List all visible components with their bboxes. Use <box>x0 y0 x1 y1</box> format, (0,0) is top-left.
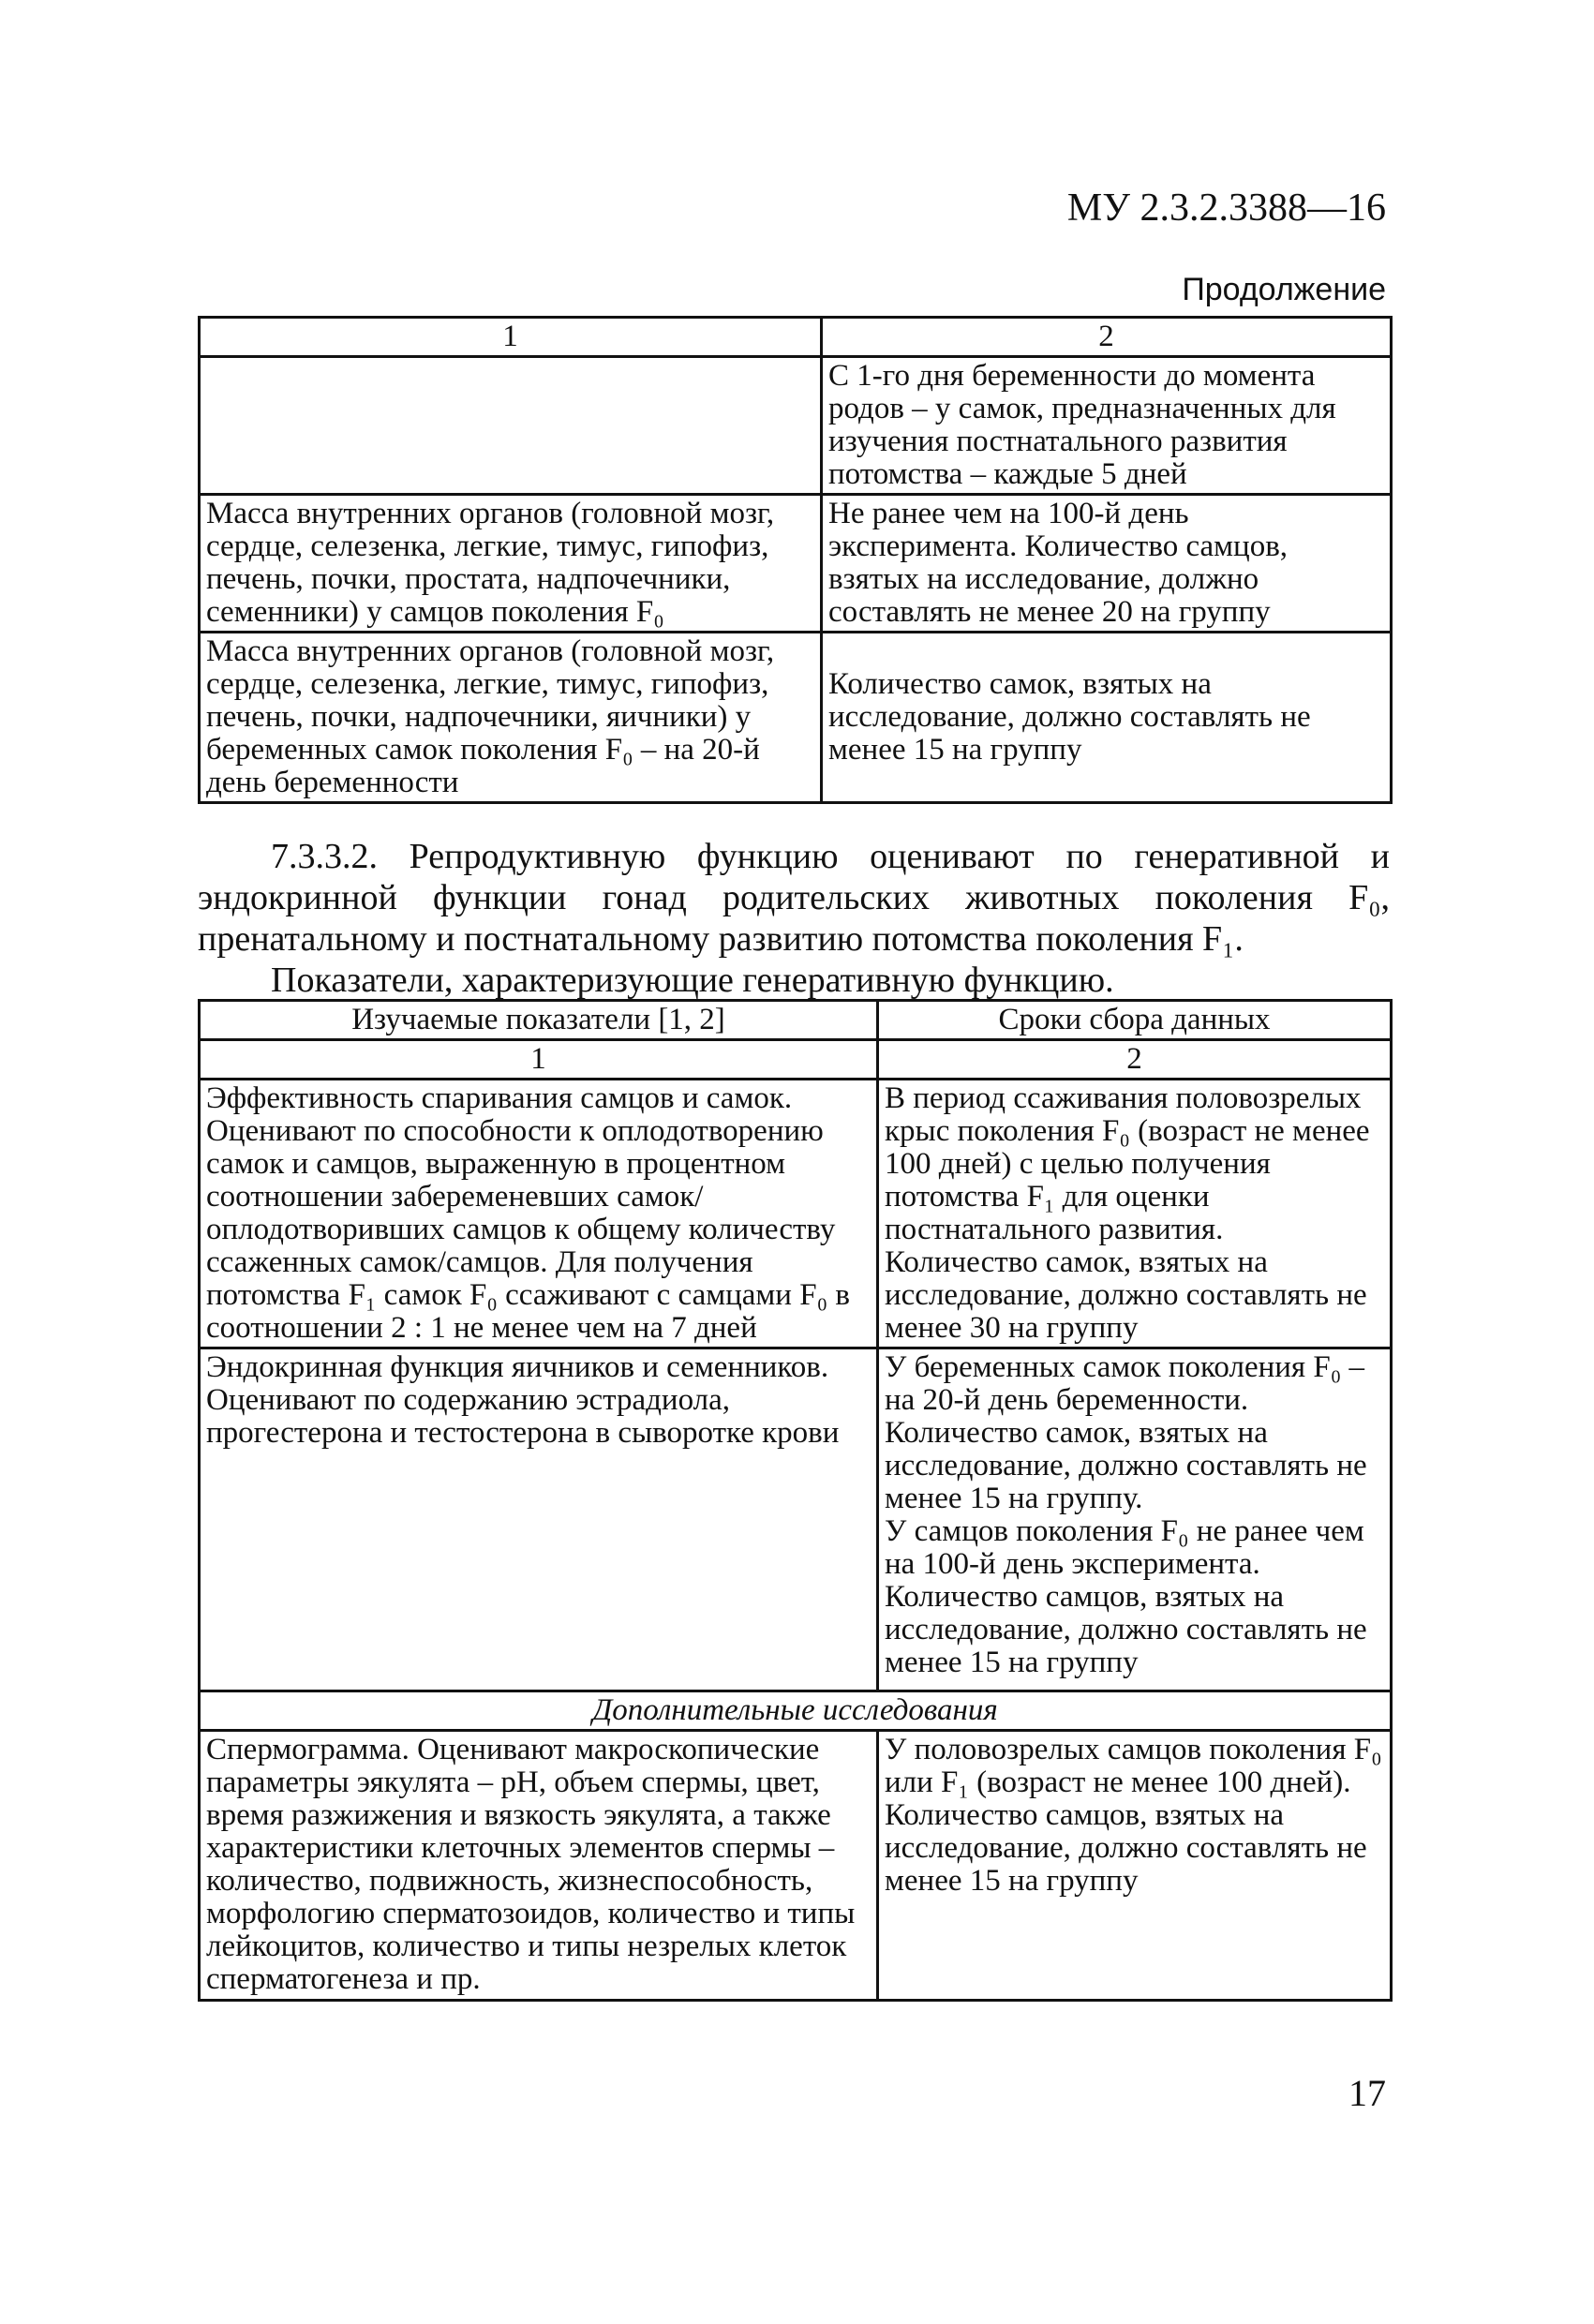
column-number-row <box>200 1040 1392 1080</box>
table-row <box>200 495 1392 633</box>
table-row <box>200 633 1392 803</box>
paragraph-text: 7.3.3.2. Репродуктивную функцию оценивают по генеративной и эндокринной функции гонад родительских животных поколения F₀, пренатальному и постнатальному развитию потомства поколения F₁. <box>198 837 1390 959</box>
column-number-1: 1 <box>200 1040 878 1080</box>
paragraph-generative-indicators <box>198 960 1390 1001</box>
column-number-1: 1 <box>200 318 822 357</box>
timing-cell <box>878 1348 1392 1691</box>
timing-cell: С 1-го дня беременности до момента родов – у самок, предназначенных для изучения постнатального развития потомства – каждые 5 дней <box>822 357 1392 495</box>
indicator-cell <box>200 357 822 495</box>
section-title: Дополнительные исследования <box>200 1691 1392 1731</box>
header-row <box>200 1001 1392 1040</box>
timing-females: У беременных самок поколения F₀ – на 20-й день беременности. Количество самок, взятых на исследование, должно составлять не менее 15 на группу. <box>885 1350 1367 1515</box>
indicators-table-continued <box>198 316 1393 804</box>
continuation-label: Продолжение <box>1182 272 1386 307</box>
table-row <box>200 1080 1392 1348</box>
indicator-cell: Эндокринная функция яичников и семенников. Оценивают по содержанию эстрадиола, прогестерона и тестостерона в сыворотке крови <box>200 1348 878 1691</box>
column-number-2: 2 <box>822 318 1392 357</box>
table-row <box>200 1348 1392 1691</box>
paragraph-reproductive-function <box>198 836 1390 960</box>
generative-function-table <box>198 999 1393 2002</box>
indicator-cell: Масса внутренних органов (головной мозг, сердце, селезенка, легкие, тимус, гипофиз, печень, почки, простата, надпочечники, семенники) у самцов поколения F₀ <box>200 495 822 633</box>
timing-cell: В период ссаживания половозрелых крыс поколения F₀ (возраст не менее 100 дней) с целью получения потомства F₁ для оценки постнатального развития. Количество самок, взятых на исследование, должно составлять не менее 30 на группу <box>878 1080 1392 1348</box>
timing-males: У самцов поколения F₀ не ранее чем на 100-й день эксперимента. Количество самцов, взятых на исследование, должно составлять не менее 15 на группу <box>885 1514 1367 1679</box>
indicator-cell: Масса внутренних органов (головной мозг, сердце, селезенка, легкие, тимус, гипофиз, печень, почки, надпочечники, яичники) у беременных самок поколения F₀ – на 20-й день беременности <box>200 633 822 803</box>
header-indicators: Изучаемые показатели [1, 2] <box>200 1001 878 1040</box>
table-row <box>200 357 1392 495</box>
column-number-2: 2 <box>878 1040 1392 1080</box>
header-timing: Сроки сбора данных <box>878 1001 1392 1040</box>
document-code: МУ 2.3.2.3388—16 <box>1066 186 1386 230</box>
indicator-cell: Эффективность спаривания самцов и самок. Оценивают по способности к оплодотворению самок и самцов, выраженную в процентном соотношении забеременевших самок/оплодотворивших самцов к общему количеству ссаженных самок/самцов. Для получения потомства F₁ самок F₀ ссаживают с самцами F₀ в соотношении 2 : 1 не менее чем на 7 дней <box>200 1080 878 1348</box>
page-number: 17 <box>1348 2072 1386 2114</box>
section-row <box>200 1691 1392 1731</box>
timing-cell: Количество самок, взятых на исследование, должно составлять не менее 15 на группу <box>822 633 1392 803</box>
table-row <box>200 1731 1392 2001</box>
timing-cell: Не ранее чем на 100-й день эксперимента. Количество самцов, взятых на исследование, должно составлять не менее 20 на группу <box>822 495 1392 633</box>
column-number-row <box>200 318 1392 357</box>
timing-cell: У половозрелых самцов поколения F₀ или F₁ (возраст не менее 100 дней). Количество самцов, взятых на исследование, должно составлять не менее 15 на группу <box>878 1731 1392 2001</box>
indicator-cell: Спермограмма. Оценивают макроскопические параметры эякулята – pH, объем спермы, цвет, время разжижения и вязкость эякулята, а также характеристики клеточных элементов спермы – количество, подвижность, жизнеспособность, морфологию сперматозоидов, количество и типы лейкоцитов, количество и типы незрелых клеток сперматогенеза и пр. <box>200 1731 878 2001</box>
paragraph-text: Показатели, характеризующие генеративную функцию. <box>271 961 1114 1000</box>
